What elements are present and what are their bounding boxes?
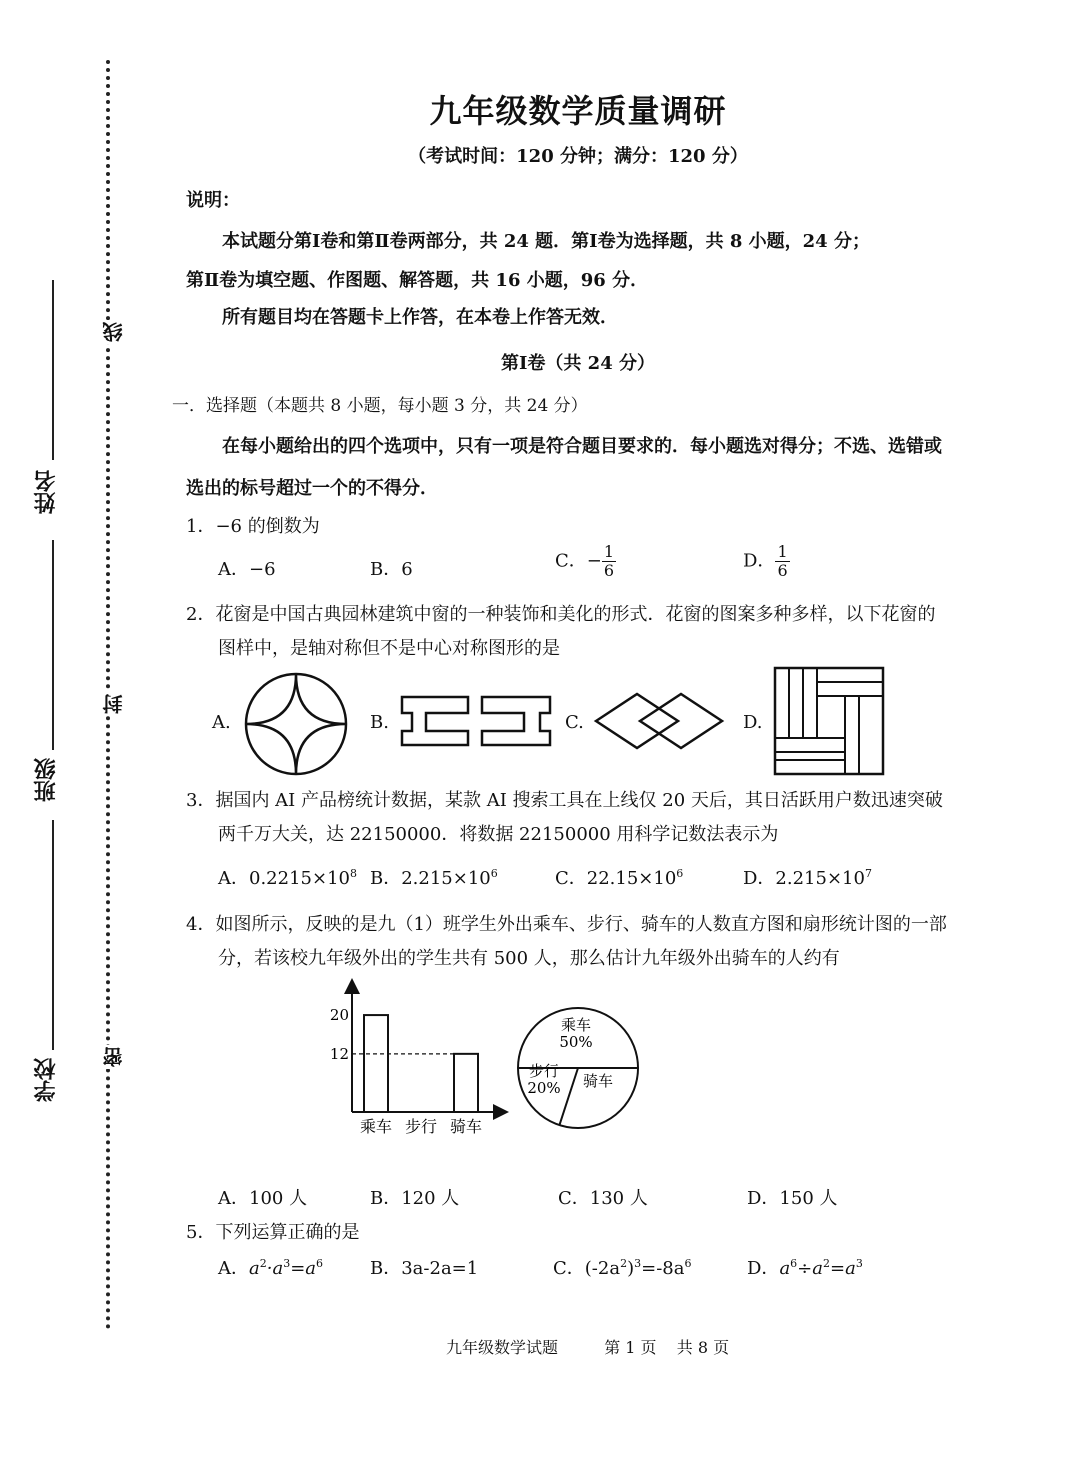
q1-stem: 1．−6 的倒数为 [186,516,320,537]
name-field-label: 姓名 [33,470,59,514]
pie-label-walk: 步行 [528,1062,560,1080]
q4-stem-line-1: 4．如图所示，反映的是九（1）班学生外出乘车、步行、骑车的人数直方图和扇形统计图的一部 [186,914,947,935]
q4-bar-chart [325,978,510,1138]
q1-option-b: B．6 [370,559,413,580]
q4-pie-chart [512,1002,644,1134]
part-heading: 一．选择题（本题共 8 小题，每小题 3 分，共 24 分） [172,396,588,416]
pie-percent-ride: 50% [559,1033,593,1051]
bar-y-tick-label: 12 [329,1044,349,1063]
q3-option-c [555,864,683,890]
q5-c-term-2: ) [627,1258,635,1279]
q4-option-a: A．100 人 [218,1188,308,1209]
q5-c-term-3: =-8a [641,1258,685,1279]
q1-option-c-sign: − [586,550,602,572]
q5-stem: 5．下列运算正确的是 [186,1222,360,1243]
page-title: 九年级数学质量调研 [429,92,727,130]
section-title: 第Ⅰ卷（共 24 分） [500,353,655,374]
q3-option-a-base: A．0.2215×10 [218,868,350,889]
footer-exam-name: 九年级数学试题 [446,1338,559,1357]
q3-stem-line-1: 3．据国内 AI 产品榜统计数据，某款 AI 搜索工具在上线仅 20 天后，其日活跃用户数迅速突破 [186,790,943,811]
q2-label-d: D. [743,712,763,733]
q3-stem-line-2: 两千万大关，达 22150000．将数据 22150000 用科学记数法表示为 [218,824,779,845]
q1-option-c-numerator: 1 [603,542,615,561]
q2-stem-line-2: 图样中，是轴对称但不是中心对称图形的是 [218,638,560,659]
q5-a-exp-2: 3 [283,1257,291,1270]
q2-figure-d [773,666,885,776]
q2-label-c: C. [565,712,584,733]
q1-option-d-label: D． [743,550,776,572]
instructions-line-2: 第Ⅱ卷为填空题、作图题、解答题，共 16 小题，96 分． [186,270,649,291]
bar-乘车 [364,1015,388,1112]
pie-divider-2 [559,1068,578,1125]
q2-figure-a [242,670,350,778]
instructions-line-3: 所有题目均在答题卡上作答，在本卷上作答无效． [222,307,618,328]
bar-骑车 [454,1054,478,1112]
q1-option-d-denominator: 6 [777,561,788,580]
rule-line-1: 在每小题给出的四个选项中，只有一项是符合题目要求的．每小题选对得分；不选、选错或 [222,436,942,457]
q4-option-b: B．120 人 [370,1188,460,1209]
q2-label-a: A. [212,712,231,733]
q3-option-a-exponent: 8 [349,867,357,880]
q5-d-term-2: ÷a [797,1258,823,1279]
q4-stem-line-2: 分，若该校九年级外出的学生共有 500 人，那么估计九年级外出骑车的人约有 [218,948,840,969]
q5-d-exp-3: 3 [855,1257,863,1270]
q5-option-c [553,1254,691,1280]
q2-figure-b [398,693,558,749]
q5-option-a-label: A． [218,1258,249,1279]
q5-option-a [218,1254,323,1280]
footer-page-total: 共 8 页 [676,1338,730,1357]
q3-option-d-base: D．2.215×10 [743,868,865,889]
q2-label-b: B. [370,712,389,733]
instructions-heading: 说明： [186,190,240,211]
q5-c-exp-2: 3 [634,1257,642,1270]
q3-option-b-base: B．2.215×10 [370,868,491,889]
q3-option-c-exponent: 6 [676,867,684,880]
q5-c-term-1: (-2a [584,1258,621,1279]
q3-option-d [743,864,872,890]
q5-d-term-3: =a [830,1258,856,1279]
bar-y-tick-label: 20 [329,1006,349,1025]
pie-label-bike: 骑车 [582,1072,614,1090]
exam-info: （考试时间：120 分钟；满分：120 分） [408,146,748,167]
q3-option-b-exponent: 6 [490,867,498,880]
q4-option-c: C．130 人 [558,1188,648,1209]
class-field-line [52,540,54,750]
q5-d-exp-2: 2 [823,1257,830,1270]
q5-option-c-label: C． [553,1258,585,1279]
q3-option-d-exponent: 7 [864,867,872,880]
bar-category-label: 乘车 [359,1117,393,1136]
q5-option-d [747,1254,863,1280]
school-field-label: 学校 [33,1058,59,1102]
q5-c-exp-1: 2 [620,1257,628,1270]
q2-figure-c [592,690,726,752]
q5-option-d-label: D． [747,1258,780,1279]
q1-option-c-denominator: 6 [603,561,615,580]
q5-a-term-1: a [249,1258,260,1279]
q4-option-d: D．150 人 [747,1188,838,1209]
rule-line-2: 选出的标号超过一个的不得分． [186,478,438,499]
q5-d-term-1: a [779,1258,791,1279]
q5-d-exp-1: 6 [790,1257,798,1270]
q1-option-d [743,543,790,580]
q5-option-b: B．3a-2a=1 [370,1258,479,1279]
q1-option-c-label: C． [555,550,587,572]
bar-category-label: 步行 [404,1117,438,1136]
q5-a-term-2: ·a [266,1258,284,1279]
q1-option-a: A．−6 [218,559,276,580]
q2-stem-line-1: 2．花窗是中国古典园林建筑中窗的一种装饰和美化的形式．花窗的图案多种多样，以下花窗的 [186,604,936,625]
footer-page-number: 第 1 页 [604,1338,657,1357]
q3-option-b [370,864,498,890]
q5-a-exp-1: 2 [259,1257,267,1270]
seal-char-line: 线 [99,320,128,344]
q5-c-exp-3: 6 [684,1257,692,1270]
instructions-line-1: 本试题分第Ⅰ卷和第Ⅱ卷两部分，共 24 题．第Ⅰ卷为选择题，共 8 小题，24 分； [222,231,870,252]
footer [446,1335,729,1358]
q1-option-c [555,543,616,580]
q1-option-d-numerator: 1 [777,542,788,561]
class-field-label: 班级 [33,758,59,802]
bar-category-label: 骑车 [449,1117,483,1136]
q5-a-exp-3: 6 [316,1257,324,1270]
seal-char-secret: 密 [99,1045,128,1069]
pie-label-ride: 乘车 [560,1016,592,1034]
school-field-line [52,820,54,1050]
seal-char-seal: 封 [99,692,128,716]
q5-a-term-3: =a [290,1258,317,1279]
q3-option-c-base: C．22.15×10 [555,868,677,889]
pie-percent-walk: 20% [527,1079,561,1097]
q3-option-a [218,864,357,890]
